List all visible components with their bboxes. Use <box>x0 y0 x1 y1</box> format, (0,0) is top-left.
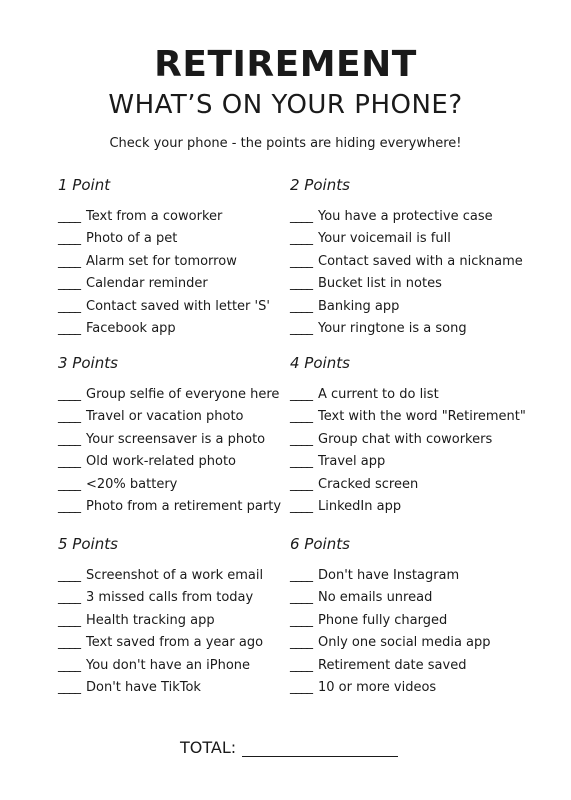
section-1-point <box>58 174 318 340</box>
answer-blank: ____ <box>290 298 312 314</box>
answer-blank: ____ <box>290 612 312 628</box>
answer-blank: ____ <box>290 590 312 606</box>
item-label: Your voicemail is full <box>318 231 451 247</box>
item-label: Don't have Instagram <box>318 568 460 583</box>
section-6-points <box>290 533 550 699</box>
answer-blank: ____ <box>290 476 312 492</box>
item-label: Travel or vacation photo <box>86 409 244 425</box>
section-heading: 5 Points <box>58 535 118 553</box>
item-label: Retirement date saved <box>318 657 467 673</box>
checklist-item[interactable] <box>290 273 550 295</box>
answer-blank: ____ <box>290 409 312 425</box>
item-label: Health tracking app <box>86 612 215 628</box>
answer-blank: ____ <box>290 320 312 336</box>
item-label: Travel app <box>318 454 386 470</box>
item-label: 3 missed calls from today <box>86 590 254 606</box>
checklist-item[interactable] <box>290 474 550 496</box>
checklist-item[interactable] <box>58 429 318 451</box>
checklist-item[interactable] <box>290 587 550 609</box>
item-label: <20% battery <box>86 476 178 492</box>
checklist-item[interactable] <box>290 318 550 340</box>
answer-blank: ____ <box>58 253 80 269</box>
checklist-item[interactable] <box>58 655 318 677</box>
item-label: Cracked screen <box>318 476 419 492</box>
section-heading: 2 Points <box>290 176 350 194</box>
item-label: Contact saved with letter 'S' <box>86 298 270 314</box>
section-heading: 6 Points <box>290 535 350 553</box>
answer-blank: ____ <box>290 387 312 402</box>
item-label: Banking app <box>318 298 400 314</box>
item-label: Group chat with coworkers <box>318 431 493 447</box>
answer-blank: ____ <box>58 231 80 247</box>
answer-blank: ____ <box>290 209 312 224</box>
checklist-item[interactable] <box>290 496 550 518</box>
answer-blank: ____ <box>58 590 80 606</box>
intro-text: Check your phone - the points are hiding everywhere! <box>109 136 462 151</box>
answer-blank: ____ <box>58 612 80 628</box>
answer-blank: ____ <box>58 409 80 425</box>
checklist-item[interactable] <box>290 228 550 250</box>
answer-blank: ____ <box>58 454 80 470</box>
checklist-item[interactable] <box>58 296 318 318</box>
answer-blank: ____ <box>290 498 312 514</box>
section-2-points <box>290 174 550 340</box>
answer-blank: ____ <box>58 476 80 492</box>
item-label: Don't have TikTok <box>86 679 201 695</box>
item-label: 10 or more videos <box>318 679 437 695</box>
answer-blank: ____ <box>290 276 312 292</box>
section-4-points <box>290 352 550 518</box>
checklist-item[interactable] <box>290 632 550 654</box>
answer-blank: ____ <box>58 635 80 651</box>
answer-blank: ____ <box>290 454 312 470</box>
answer-blank: ____ <box>290 568 312 583</box>
section-3-points <box>58 352 318 518</box>
checklist-item[interactable] <box>290 610 550 632</box>
checklist-item[interactable] <box>58 677 318 699</box>
checklist-item[interactable] <box>290 384 550 406</box>
item-label: A current to do list <box>318 387 439 402</box>
checklist-item[interactable] <box>58 496 318 518</box>
item-label: Old work-related photo <box>86 454 236 470</box>
item-label: Calendar reminder <box>86 276 208 292</box>
checklist-item[interactable] <box>290 406 550 428</box>
item-label: Group selfie of everyone here <box>86 387 280 402</box>
item-label: Phone fully charged <box>318 612 448 628</box>
checklist-item[interactable] <box>58 451 318 473</box>
answer-blank: ____ <box>290 431 312 447</box>
total-label: TOTAL: <box>180 738 237 757</box>
answer-blank: ____ <box>290 657 312 673</box>
item-label: Screenshot of a work email <box>86 568 264 583</box>
item-label: Your screensaver is a photo <box>86 431 266 447</box>
section-heading: 4 Points <box>290 354 350 372</box>
answer-blank: ____ <box>58 298 80 314</box>
answer-blank: ____ <box>58 657 80 673</box>
item-label: Alarm set for tomorrow <box>86 253 237 269</box>
checklist-item[interactable] <box>58 273 318 295</box>
answer-blank: ____ <box>58 276 80 292</box>
checklist-item[interactable] <box>58 406 318 428</box>
page-subtitle: WHAT’S ON YOUR PHONE? <box>108 90 463 120</box>
checklist-item[interactable] <box>58 251 318 273</box>
checklist-item[interactable] <box>58 587 318 609</box>
checklist-item[interactable] <box>58 228 318 250</box>
answer-blank: ____ <box>58 568 80 583</box>
answer-blank: ____ <box>290 635 312 651</box>
checklist-item[interactable] <box>58 206 318 228</box>
checklist-item[interactable] <box>290 206 550 228</box>
answer-blank: ____ <box>58 498 80 514</box>
answer-blank: ____ <box>290 231 312 247</box>
answer-blank: ____ <box>58 679 80 695</box>
checklist-item[interactable] <box>58 610 318 632</box>
item-label: Contact saved with a nickname <box>318 253 523 269</box>
checklist-item[interactable] <box>290 296 550 318</box>
answer-blank: ____ <box>58 320 80 336</box>
answer-blank: ____ <box>58 209 80 224</box>
item-label: Text from a coworker <box>86 209 223 224</box>
item-label: Bucket list in notes <box>318 276 442 292</box>
item-label: You have a protective case <box>318 209 493 224</box>
item-label: You don't have an iPhone <box>86 657 251 673</box>
page-title: RETIREMENT <box>154 44 417 85</box>
answer-blank: ____ <box>58 387 80 402</box>
checklist-item[interactable] <box>290 429 550 451</box>
section-heading: 1 Point <box>58 176 111 194</box>
checklist-item[interactable] <box>58 474 318 496</box>
checklist-item[interactable] <box>58 565 318 587</box>
checklist-item[interactable] <box>58 632 318 654</box>
item-label: Your ringtone is a song <box>318 320 467 336</box>
item-label: No emails unread <box>318 590 433 606</box>
item-label: Photo of a pet <box>86 231 178 247</box>
total-answer-line[interactable] <box>242 740 398 757</box>
checklist-item[interactable] <box>290 655 550 677</box>
checklist-item[interactable] <box>58 318 318 340</box>
checklist-item[interactable] <box>58 384 318 406</box>
item-label: LinkedIn app <box>318 498 402 514</box>
section-5-points <box>58 533 318 699</box>
item-label: Only one social media app <box>318 635 491 651</box>
checklist-item[interactable] <box>290 451 550 473</box>
answer-blank: ____ <box>58 431 80 447</box>
item-label: Facebook app <box>86 320 176 336</box>
section-heading: 3 Points <box>58 354 118 372</box>
answer-blank: ____ <box>290 253 312 269</box>
total-row <box>180 738 398 757</box>
checklist-item[interactable] <box>290 565 550 587</box>
answer-blank: ____ <box>290 679 312 695</box>
item-label: Text saved from a year ago <box>86 635 264 651</box>
checklist-item[interactable] <box>290 251 550 273</box>
item-label: Text with the word "Retirement" <box>318 409 526 425</box>
item-label: Photo from a retirement party <box>86 498 282 514</box>
checklist-item[interactable] <box>290 677 550 699</box>
